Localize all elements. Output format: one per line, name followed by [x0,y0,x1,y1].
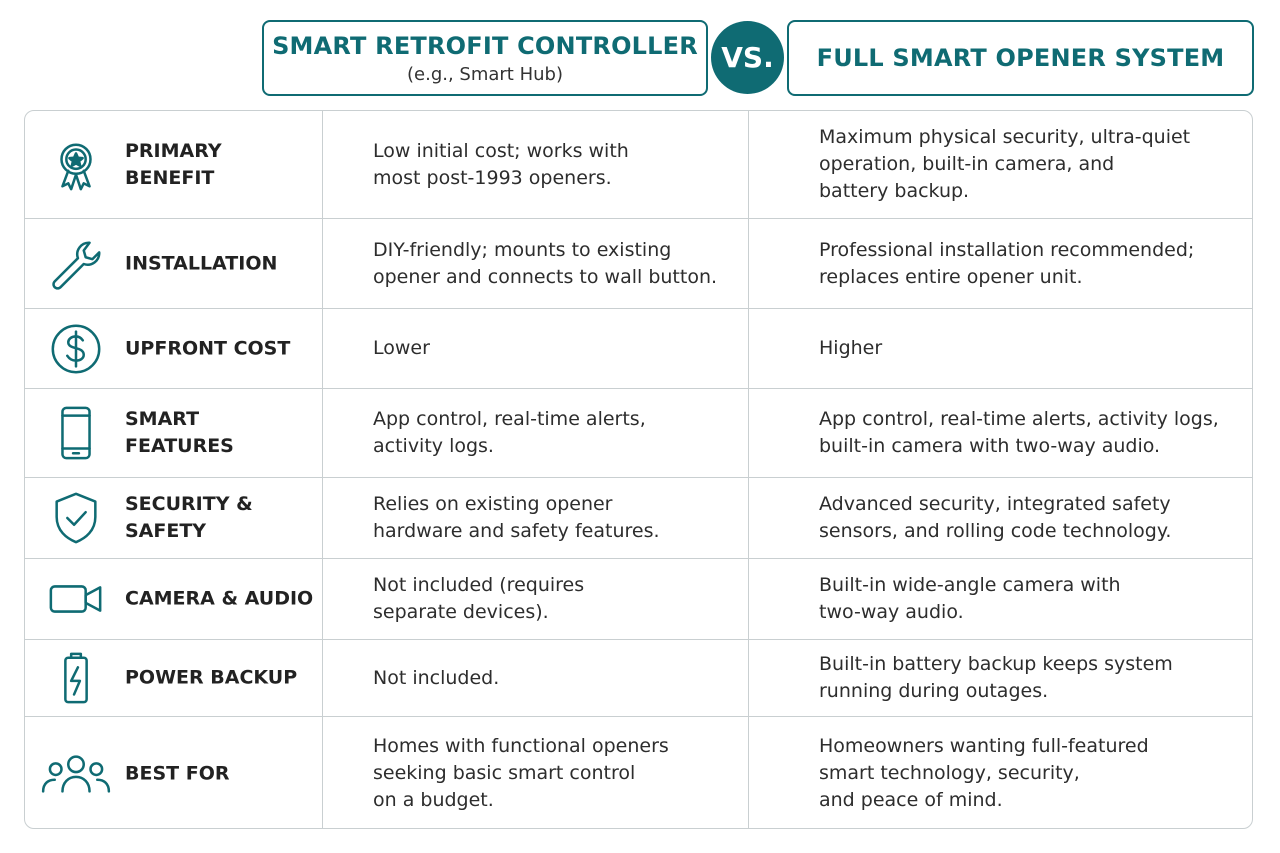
row-label: PRIMARY BENEFIT [125,139,222,189]
wrench-icon [45,233,107,295]
retrofit-cell [322,640,748,716]
smartphone-icon [45,402,107,464]
full-system-cell [748,478,1253,558]
retrofit-cell [322,389,748,477]
retrofit-header [262,20,708,96]
row-label-cell [25,559,322,639]
full-system-text: Professional installation recommended; replaces entire opener unit. [819,238,1195,288]
row-label-cell [25,309,322,388]
row-label-cell [25,717,322,829]
retrofit-cell [322,478,748,558]
retrofit-subtitle: (e.g., Smart Hub) [407,63,563,85]
row-label: POWER BACKUP [125,666,298,689]
full-system-text: Built-in wide-angle camera with two-way audio. [819,574,1121,623]
row-label: INSTALLATION [125,252,278,274]
row-label: SECURITY & SAFETY [125,493,253,542]
full-system-text: Maximum physical security, ultra-quiet operation, built-in camera, and battery backup. [819,126,1191,202]
retrofit-text: DIY-friendly; mounts to existing opener and connects to wall button. [373,238,718,288]
row-label: CAMERA & AUDIO [125,587,314,610]
full-system-title: FULL SMART OPENER SYSTEM [816,44,1225,72]
full-system-cell [748,111,1253,218]
full-system-cell [748,309,1253,388]
table-row [25,716,1252,829]
retrofit-text: Low initial cost; works with most post-1993 openers. [373,139,629,189]
table-row [25,111,1252,218]
table-row [25,218,1252,308]
full-system-cell [748,389,1253,477]
full-system-cell [748,559,1253,639]
retrofit-text: Not included. [373,666,500,689]
row-label-cell [25,389,322,477]
table-row [25,388,1252,477]
retrofit-text: Relies on existing opener hardware and safety features. [373,493,660,542]
retrofit-text: App control, real-time alerts, activity logs. [373,408,646,457]
retrofit-title: SMART RETROFIT CONTROLLER [272,31,698,60]
full-system-cell [748,219,1253,308]
full-system-text: App control, real-time alerts, activity logs, built-in camera with two-way audio. [819,408,1219,457]
vs-badge: VS. [711,21,784,94]
row-label: UPFRONT COST [125,337,291,359]
retrofit-cell [322,309,748,388]
full-system-header [787,20,1254,96]
table-row [25,477,1252,558]
row-label-cell [25,478,322,558]
people-group-icon [39,743,113,805]
row-label-cell [25,640,322,716]
row-label-cell [25,219,322,308]
video-camera-icon [45,568,107,630]
comparison-table [24,110,1253,829]
retrofit-text: Lower [373,337,430,359]
full-system-text: Built-in battery backup keeps system running during outages. [819,653,1173,702]
retrofit-cell [322,219,748,308]
dollar-icon [45,318,107,380]
retrofit-cell [322,111,748,218]
row-label: BEST FOR [125,762,230,784]
row-label-cell [25,111,322,218]
full-system-text: Homeowners wanting full-featured smart technology, security, and peace of mind. [819,735,1149,811]
full-system-text: Higher [819,337,883,359]
full-system-text: Advanced security, integrated safety sensors, and rolling code technology. [819,493,1172,542]
table-row [25,639,1252,716]
retrofit-cell [322,717,748,829]
retrofit-cell [322,559,748,639]
retrofit-text: Homes with functional openers seeking basic smart control on a budget. [373,735,669,811]
award-ribbon-icon [45,134,107,196]
full-system-cell [748,717,1253,829]
table-row [25,308,1252,388]
retrofit-text: Not included (requires separate devices). [373,574,585,623]
shield-check-icon [45,487,107,549]
table-row [25,558,1252,639]
battery-icon [45,647,107,709]
full-system-cell [748,640,1253,716]
row-label: SMART FEATURES [125,408,234,457]
